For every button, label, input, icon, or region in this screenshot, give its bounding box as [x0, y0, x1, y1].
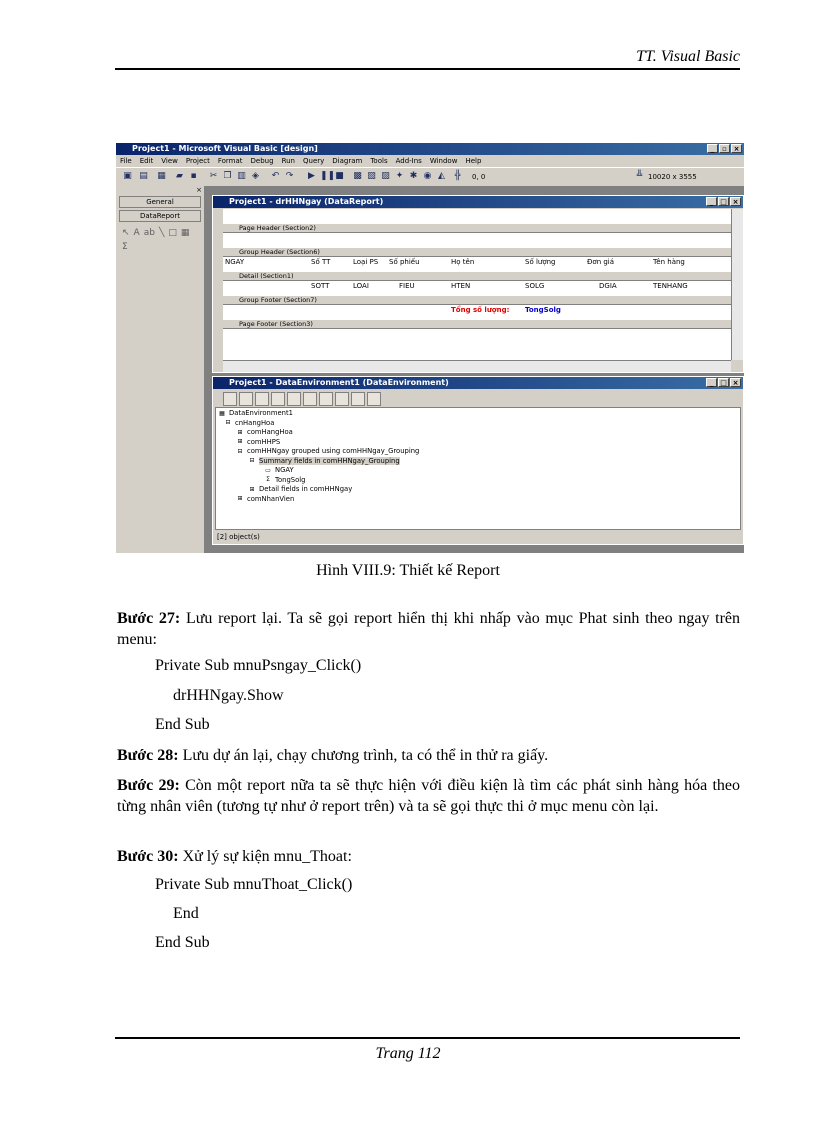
- dataenvironment-icon: ▦: [219, 409, 225, 417]
- menu-diagram[interactable]: Diagram: [332, 157, 363, 165]
- menu-run[interactable]: Run: [281, 157, 295, 165]
- report-minimize-button[interactable]: _: [706, 197, 717, 206]
- step-27: [117, 608, 740, 650]
- toolbox-tab-datareport[interactable]: DataReport: [119, 210, 201, 222]
- tree-node-label: cnHangHoa: [235, 418, 275, 427]
- menu-file[interactable]: File: [120, 157, 132, 165]
- step-29-label: Bước 29:: [117, 777, 180, 794]
- coords-readout: 0, 0: [472, 173, 486, 181]
- detail-area: [223, 281, 731, 296]
- step-30-label: Bước 30:: [117, 848, 179, 865]
- shape-tool-icon[interactable]: □: [168, 228, 177, 238]
- footer-rule: [115, 1037, 740, 1039]
- page-header-area: [223, 233, 731, 248]
- menu-help[interactable]: Help: [465, 157, 482, 165]
- report-horizontal-scrollbar[interactable]: [223, 360, 731, 372]
- project-explorer-icon[interactable]: ▩: [353, 171, 362, 181]
- figure-caption: Hình VIII.9: Thiết kế Report: [316, 562, 500, 579]
- insert-procedure-icon[interactable]: [255, 392, 269, 406]
- band-group-header-label: Group Header (Section6): [239, 248, 320, 256]
- report-vertical-scrollbar[interactable]: [731, 209, 743, 360]
- tree-node[interactable]: [218, 476, 740, 486]
- de-close-button[interactable]: ×: [730, 378, 741, 387]
- step-27-text: Lưu report lại. Ta sẽ gọi report hiển thị khi nhấp vào mục Phat sinh theo ngay trên menu:: [117, 610, 741, 648]
- band-group-footer[interactable]: [223, 295, 731, 305]
- field-loai[interactable]: LOAI: [353, 282, 369, 290]
- pointer-icon[interactable]: ↖: [122, 228, 130, 238]
- tree-node-label: comNhanVien: [247, 494, 295, 503]
- tree-node[interactable]: [218, 457, 740, 467]
- field-icon: ▭: [265, 466, 271, 474]
- menu-view[interactable]: View: [161, 157, 178, 165]
- dataenvironment-window: [212, 376, 744, 545]
- group-header-area: [223, 257, 731, 272]
- menu-addins[interactable]: Add-Ins: [395, 157, 422, 165]
- cut-icon[interactable]: ✂: [209, 171, 218, 181]
- step-30-text: Xử lý sự kiện mnu_Thoat:: [178, 848, 352, 865]
- label-hoten[interactable]: Họ tên: [451, 258, 475, 266]
- tree-node-label: TongSolg: [275, 475, 306, 484]
- tree-node[interactable]: [218, 466, 740, 476]
- main-title-bar: [116, 143, 744, 155]
- report-title-bar: [213, 196, 743, 208]
- aggregate-icon: Σ: [266, 476, 270, 483]
- datareport-window: [212, 195, 744, 373]
- de-toolbar: [213, 390, 743, 406]
- de-tree: [215, 407, 741, 530]
- label-loaips[interactable]: Loại PS: [353, 258, 379, 266]
- tree-node[interactable]: [218, 495, 740, 505]
- menu-debug[interactable]: Debug: [250, 157, 274, 165]
- add-connection-icon[interactable]: [223, 392, 237, 406]
- menu-format[interactable]: Format: [217, 157, 243, 165]
- tree-node-label: Summary fields in comHHNgay_Grouping: [259, 456, 400, 465]
- undo-icon[interactable]: ↶: [271, 171, 280, 181]
- table-icon: ⊞: [237, 495, 243, 502]
- de-status: [2] object(s): [217, 533, 260, 541]
- component-icon[interactable]: ◭: [438, 171, 445, 181]
- connection-icon: ⊟: [225, 419, 231, 426]
- step-29-text: Còn một report nữa ta sẽ thực hiện với điều kiện là tìm các phát sinh hàng hóa theo từng nhân viên (tương tự như ở report trên) và ta sẽ gọi thực thi ở mục menu còn lại.: [117, 777, 741, 815]
- label-sott[interactable]: Số TT: [311, 258, 331, 266]
- footer-total-field[interactable]: TongSolg: [525, 306, 561, 314]
- tree-node[interactable]: [218, 447, 740, 457]
- tree-node-label: NGAY: [275, 466, 294, 474]
- field-fieu[interactable]: FIEU: [399, 282, 415, 290]
- field-dgia[interactable]: DGIA: [599, 282, 617, 290]
- options-icon[interactable]: [351, 392, 365, 406]
- delete-icon[interactable]: [271, 392, 285, 406]
- add-form-icon[interactable]: ▤: [139, 171, 148, 181]
- footer-total-label[interactable]: Tổng số lượng:: [451, 306, 510, 314]
- tree-node-label: comHHPS: [247, 437, 281, 446]
- label-sophieu[interactable]: Số phiếu: [389, 258, 420, 266]
- toolbox-tools: [116, 224, 198, 256]
- add-command-icon[interactable]: [239, 392, 253, 406]
- toolbox-close-icon[interactable]: ×: [196, 186, 202, 194]
- field-tenhang[interactable]: TENHANG: [653, 282, 688, 290]
- stop-icon[interactable]: ■: [335, 171, 344, 181]
- design-icon[interactable]: [303, 392, 317, 406]
- arrange-icon[interactable]: [367, 392, 381, 406]
- size-icon: ╩: [636, 171, 643, 181]
- menu-tools[interactable]: Tools: [370, 157, 388, 165]
- page-number: Trang 112: [375, 1045, 441, 1062]
- line-tool-icon[interactable]: ╲: [158, 228, 165, 238]
- sql-icon: ⊟: [237, 447, 243, 455]
- code-line: drHHNgay.Show: [173, 687, 284, 704]
- tree-node[interactable]: [218, 428, 740, 438]
- properties-icon[interactable]: ▧: [367, 171, 376, 181]
- folder-icon: ⊟: [249, 457, 255, 464]
- function-tool-icon[interactable]: Σ: [122, 242, 128, 252]
- tree-node[interactable]: [218, 438, 740, 448]
- code-line: End: [173, 905, 199, 922]
- page-footer-area: [223, 329, 731, 361]
- tree-node[interactable]: [218, 419, 740, 429]
- image-tool-icon[interactable]: ▦: [180, 228, 190, 238]
- folder-icon: ⊞: [249, 485, 255, 493]
- find-icon[interactable]: ◈: [252, 171, 259, 181]
- menu-edit[interactable]: Edit: [139, 157, 154, 165]
- save-icon[interactable]: ▪: [190, 171, 197, 181]
- minimize-button[interactable]: _: [707, 144, 718, 153]
- band-page-footer-label: Page Footer (Section3): [239, 320, 313, 328]
- band-page-header-label: Page Header (Section2): [239, 224, 316, 232]
- tree-node-label: DataEnvironment1: [229, 409, 293, 417]
- refresh-icon[interactable]: [287, 392, 301, 406]
- menu-project[interactable]: Project: [185, 157, 210, 165]
- tree-node-label: comHangHoa: [247, 428, 293, 436]
- menu-editor-icon[interactable]: ▦: [157, 171, 166, 181]
- label-tenhang[interactable]: Tên hàng: [653, 258, 685, 266]
- step-27-label: Bước 27:: [117, 610, 181, 627]
- toolbox-panel: [116, 186, 205, 553]
- vb-ide-screenshot: [116, 143, 744, 553]
- code-line: Private Sub mnuThoat_Click(): [155, 876, 353, 893]
- sql-icon: ⊞: [237, 438, 243, 445]
- run-icon[interactable]: ▶: [308, 171, 315, 181]
- group-footer-area: [223, 305, 731, 320]
- toolbox-icon[interactable]: ✱: [409, 171, 418, 181]
- menu-bar: [116, 155, 744, 167]
- band-group-header[interactable]: [223, 247, 731, 257]
- redo-icon[interactable]: ↷: [285, 171, 294, 181]
- band-group-footer-label: Group Footer (Section7): [239, 296, 317, 304]
- code-line: End Sub: [155, 716, 210, 733]
- step-28: [117, 745, 740, 766]
- paste-icon[interactable]: ▥: [237, 171, 246, 181]
- de-minimize-button[interactable]: _: [706, 378, 717, 387]
- page-header-title: TT. Visual Basic: [636, 48, 740, 65]
- tree-node[interactable]: [218, 485, 740, 495]
- label-soluong[interactable]: Số lượng: [525, 258, 556, 266]
- copy-icon[interactable]: ❐: [223, 171, 232, 181]
- menu-window[interactable]: Window: [429, 157, 458, 165]
- add-project-icon[interactable]: ▣: [123, 171, 132, 181]
- label-tool-icon[interactable]: A: [133, 228, 140, 238]
- de-maximize-button[interactable]: □: [718, 378, 729, 387]
- report-title: Project1 - drHHNgay (DataReport): [229, 197, 384, 206]
- step-30: [117, 846, 740, 867]
- de-title-bar: [213, 377, 743, 389]
- de-title: Project1 - DataEnvironment1 (DataEnvironment): [229, 378, 449, 387]
- close-button[interactable]: ×: [731, 144, 742, 153]
- report-maximize-button[interactable]: □: [718, 197, 729, 206]
- menu-query[interactable]: Query: [303, 157, 325, 165]
- table-icon: ⊞: [237, 428, 243, 436]
- break-icon[interactable]: ❚❚: [320, 171, 336, 181]
- tree-node[interactable]: [218, 409, 740, 419]
- label-ngay[interactable]: NGAY: [225, 258, 245, 266]
- field-hten[interactable]: HTEN: [451, 282, 471, 290]
- open-icon[interactable]: ▰: [176, 171, 183, 181]
- object-browser-icon[interactable]: ✦: [395, 171, 404, 181]
- position-icon: ╬: [454, 171, 461, 181]
- data-view-icon[interactable]: ◉: [423, 171, 432, 181]
- step-28-text: Lưu dự án lại, chạy chương trình, ta có thể in thử ra giấy.: [178, 747, 549, 764]
- view-code-icon[interactable]: [335, 392, 349, 406]
- standard-toolbar: [116, 167, 744, 187]
- field-sott[interactable]: SOTT: [311, 282, 330, 290]
- tree-node-label: comHHNgay grouped using comHHNgay_Grouping: [247, 447, 420, 455]
- band-page-footer[interactable]: [223, 319, 731, 329]
- label-dongia[interactable]: Đơn giá: [587, 258, 615, 266]
- form-layout-icon[interactable]: ▨: [381, 171, 390, 181]
- textbox-tool-icon[interactable]: ab: [143, 228, 155, 238]
- main-title: Project1 - Microsoft Visual Basic [design]: [132, 144, 318, 153]
- header-rule: [115, 68, 740, 70]
- band-detail-label: Detail (Section1): [239, 272, 294, 280]
- report-design-canvas: [223, 209, 731, 360]
- size-readout: 10020 x 3555: [648, 173, 697, 181]
- tree-node-label: Detail fields in comHHNgay: [259, 485, 353, 493]
- field-solg[interactable]: SOLG: [525, 282, 545, 290]
- report-close-button[interactable]: ×: [730, 197, 741, 206]
- code-line: End Sub: [155, 934, 210, 951]
- report-header-area: [223, 209, 731, 224]
- band-detail[interactable]: [223, 271, 731, 281]
- step-28-label: Bước 28:: [117, 747, 179, 764]
- properties-icon[interactable]: [319, 392, 333, 406]
- maximize-button[interactable]: ▫: [719, 144, 730, 153]
- step-29: [117, 775, 740, 817]
- toolbox-tab-general[interactable]: General: [119, 196, 201, 208]
- code-line: Private Sub mnuPsngay_Click(): [155, 657, 362, 674]
- band-page-header[interactable]: [223, 223, 731, 233]
